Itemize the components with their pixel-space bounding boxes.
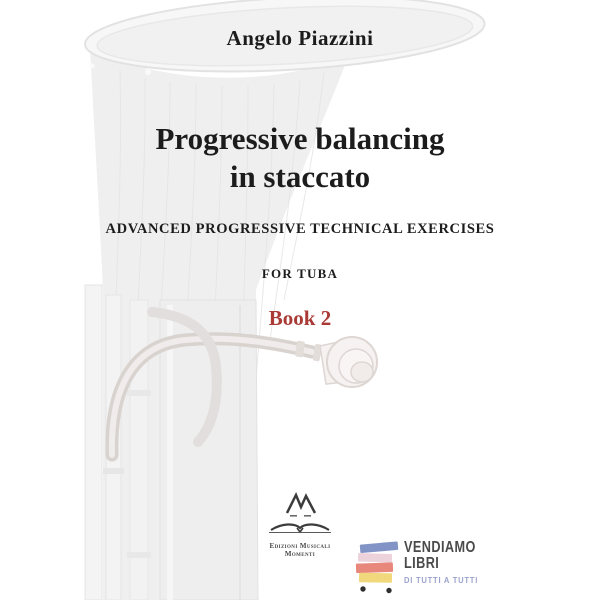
publisher-logo (250, 492, 350, 558)
seller-tagline: DI TUTTI A TUTTI (404, 576, 479, 585)
book-title-line2: in staccato (229, 159, 371, 194)
instrument-label: FOR TUBA (261, 266, 339, 281)
m-over-open-book-logo-icon (250, 492, 350, 536)
publisher-name: Edizioni Musicali (269, 542, 331, 550)
publisher-subname: Momenti (284, 550, 316, 558)
volume-label: Book 2 (268, 306, 332, 330)
seller-name-line1: VENDIAMO (404, 539, 476, 556)
author-name: Angelo Piazzini (226, 26, 374, 50)
seller-logo (352, 538, 562, 598)
book-stack-on-cart-icon (352, 538, 402, 598)
seller-name-line2: LIBRI (404, 555, 440, 572)
book-title (0, 120, 600, 196)
book-title-line1: Progressive balancing (155, 121, 445, 156)
book-subtitle: ADVANCED PROGRESSIVE TECHNICAL EXERCISES (105, 221, 495, 237)
